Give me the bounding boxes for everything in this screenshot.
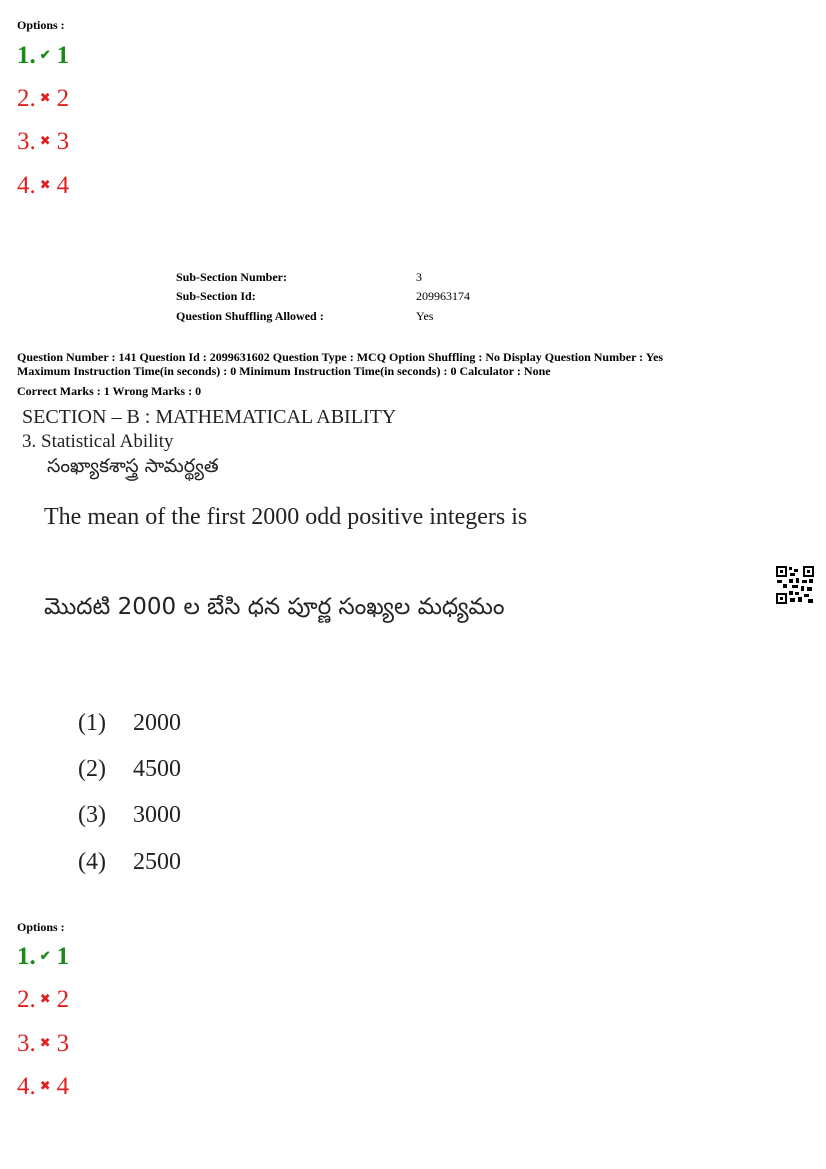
question-text-english: The mean of the first 2000 odd positive integers is [44, 504, 528, 530]
option-2 [17, 84, 69, 115]
option-number: 4. [17, 172, 36, 199]
cross-icon: ✖ [39, 1035, 51, 1051]
shuffle-label: Question Shuffling Allowed : [176, 309, 324, 323]
options-label: Options : [17, 920, 65, 934]
option-3 [17, 127, 69, 158]
option-2 [17, 985, 69, 1016]
choice-value: 2500 [133, 849, 181, 875]
option-number: 2. [17, 986, 36, 1013]
option-4 [17, 1072, 69, 1103]
option-value: 2 [56, 85, 70, 112]
choice-2 [78, 756, 181, 783]
option-4 [17, 171, 69, 202]
choice-number: (3) [78, 802, 106, 828]
option-3 [17, 1029, 69, 1060]
cross-icon: ✖ [39, 991, 51, 1007]
question-meta-line1: Question Number : 141 Question Id : 2099631602 Question Type : MCQ Option Shuffling : No Display Question Number : Yes [17, 350, 664, 364]
options-label: Options : [17, 18, 65, 32]
option-value: 1 [56, 943, 70, 970]
check-icon: ✔ [39, 948, 51, 964]
question-meta-line2: Maximum Instruction Time(in seconds) : 0 Minimum Instruction Time(in seconds) : 0 Calculator : None [17, 364, 551, 378]
cross-icon: ✖ [39, 90, 51, 106]
option-1 [17, 942, 69, 973]
option-number: 3. [17, 128, 36, 155]
option-number: 1. [17, 943, 36, 970]
question-text-telugu: మొదటి 2000 ల బేసి ధన పూర్ణ సంఖ్యల మధ్యమం [44, 594, 505, 620]
choice-value: 2000 [133, 710, 181, 736]
option-value: 3 [56, 128, 70, 155]
choice-value: 4500 [133, 756, 181, 782]
option-1 [17, 41, 69, 72]
subtopic: 3. Statistical Ability [22, 431, 174, 452]
subsection-id-label: Sub-Section Id: [176, 289, 256, 303]
subsection-number-label: Sub-Section Number: [176, 270, 288, 284]
option-value: 4 [56, 1073, 70, 1100]
cross-icon: ✖ [39, 133, 51, 149]
subsection-number-value: 3 [416, 270, 422, 284]
option-value: 1 [56, 42, 70, 69]
option-value: 2 [56, 986, 70, 1013]
subsection-id-value: 209963174 [416, 289, 470, 303]
option-value: 4 [56, 172, 70, 199]
option-number: 4. [17, 1073, 36, 1100]
choice-1 [78, 710, 181, 737]
qr-code-icon [775, 565, 815, 605]
cross-icon: ✖ [39, 1078, 51, 1094]
option-value: 3 [56, 1030, 70, 1057]
choice-number: (1) [78, 710, 106, 736]
choice-number: (4) [78, 849, 106, 875]
option-number: 2. [17, 85, 36, 112]
check-icon: ✔ [39, 47, 51, 63]
cross-icon: ✖ [39, 177, 51, 193]
choice-4 [78, 849, 181, 876]
question-meta-line3: Correct Marks : 1 Wrong Marks : 0 [17, 384, 202, 398]
shuffle-value: Yes [416, 309, 434, 323]
choice-3 [78, 802, 181, 829]
subtopic-telugu: సంఖ్యాకశాస్త్ర సామర్థ్యత [47, 455, 219, 477]
section-title: SECTION – B : MATHEMATICAL ABILITY [22, 406, 397, 428]
option-number: 1. [17, 42, 36, 69]
choice-value: 3000 [133, 802, 181, 828]
choice-number: (2) [78, 756, 106, 782]
option-number: 3. [17, 1030, 36, 1057]
